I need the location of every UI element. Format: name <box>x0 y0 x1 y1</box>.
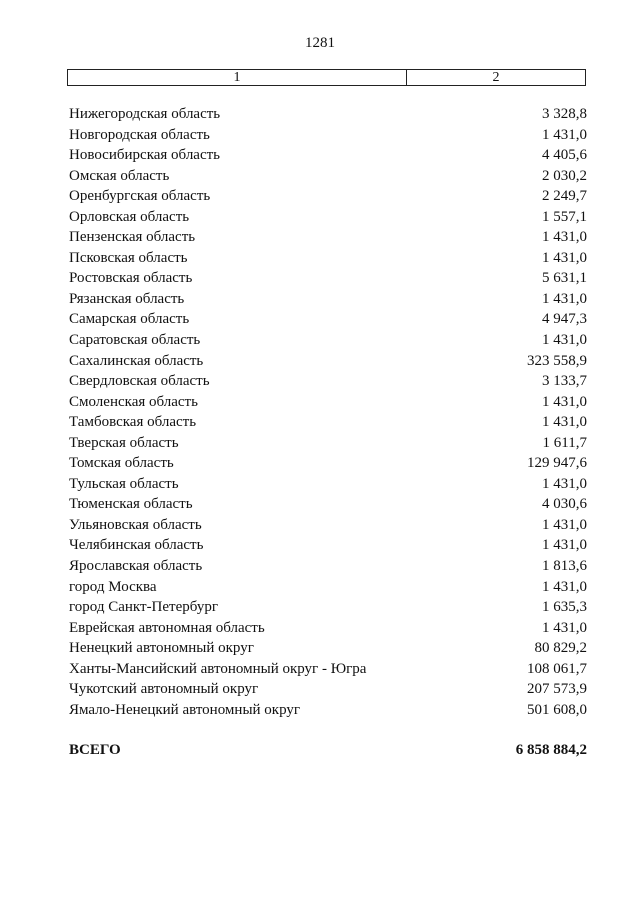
region-value: 1 431,0 <box>542 229 587 246</box>
table-row <box>69 515 587 536</box>
region-value: 1 431,0 <box>542 414 587 431</box>
region-name: Еврейская автономная область <box>69 619 265 636</box>
table-row <box>69 577 587 598</box>
region-name: Ямало-Ненецкий автономный округ <box>69 701 301 718</box>
region-value: 1 557,1 <box>542 208 587 225</box>
table-row <box>69 659 587 680</box>
region-value: 501 608,0 <box>527 701 587 718</box>
region-name: Новосибирская область <box>69 147 221 164</box>
table-row <box>69 679 587 700</box>
region-value: 207 573,9 <box>527 681 587 698</box>
region-name: Орловская область <box>69 208 190 225</box>
region-name: Свердловская область <box>69 373 210 390</box>
region-name: Тульская область <box>69 475 179 492</box>
region-value: 1 431,0 <box>542 475 587 492</box>
region-name: Самарская область <box>69 311 190 328</box>
region-name: Чукотский автономный округ <box>69 681 259 698</box>
region-name: Ханты-Мансийский автономный округ - Югра <box>69 660 367 677</box>
region-name: Нижегородская область <box>69 106 221 122</box>
region-name: Псковская область <box>69 249 188 266</box>
region-value: 1 431,0 <box>542 249 587 266</box>
region-value: 1 431,0 <box>542 393 587 410</box>
region-value: 323 558,9 <box>527 352 587 369</box>
region-value: 1 813,6 <box>542 558 587 575</box>
table-row <box>69 453 587 474</box>
region-name: Челябинская область <box>69 537 204 554</box>
region-name: Ульяновская область <box>69 516 202 533</box>
region-value: 3 133,7 <box>542 373 587 390</box>
region-name: Омская область <box>69 167 170 184</box>
region-value: 1 611,7 <box>542 434 587 451</box>
region-value: 1 431,0 <box>542 619 587 636</box>
table-body <box>69 104 587 720</box>
total-value: 6 858 884,2 <box>515 742 587 758</box>
table-row <box>69 227 587 248</box>
table-row <box>69 309 587 330</box>
region-name: Томская область <box>69 455 174 472</box>
table-row <box>69 351 587 372</box>
table-row <box>69 494 587 515</box>
table-row <box>69 556 587 577</box>
table-row <box>69 618 587 639</box>
table-row <box>69 597 587 618</box>
region-value: 4 030,6 <box>542 496 587 513</box>
table-row <box>69 104 587 125</box>
region-name: Тверская область <box>69 434 179 451</box>
table-row <box>69 207 587 228</box>
table-row <box>69 392 587 413</box>
region-name: Пензенская область <box>69 229 196 246</box>
region-value: 80 829,2 <box>534 640 587 657</box>
region-value: 2 249,7 <box>542 188 587 205</box>
region-value: 1 431,0 <box>542 332 587 349</box>
table-row <box>69 289 587 310</box>
table-row <box>69 166 587 187</box>
total-label: ВСЕГО <box>69 742 121 758</box>
table-row <box>69 412 587 433</box>
region-name: Новгородская область <box>69 126 210 143</box>
table-row <box>69 535 587 556</box>
region-name: город Санкт-Петербург <box>69 599 218 616</box>
region-value: 1 431,0 <box>542 516 587 533</box>
table-row <box>69 433 587 454</box>
table-row <box>69 638 587 659</box>
region-name: Ненецкий автономный округ <box>69 640 254 657</box>
table-row <box>69 268 587 289</box>
region-value: 4 947,3 <box>542 311 587 328</box>
region-name: Ярославская область <box>69 558 203 575</box>
column-header-2: 2 <box>492 70 500 85</box>
page-number: 1281 <box>305 35 335 51</box>
region-value: 1 635,3 <box>542 599 587 616</box>
region-name: Сахалинская область <box>69 352 204 369</box>
table-row <box>69 371 587 392</box>
region-value: 108 061,7 <box>527 660 587 677</box>
table-row <box>69 700 587 721</box>
region-name: Ростовская область <box>69 270 193 287</box>
table-row <box>69 145 587 166</box>
column-header-1: 1 <box>68 70 407 85</box>
table-row <box>69 248 587 269</box>
region-name: город Москва <box>69 578 157 595</box>
region-name: Смоленская область <box>69 393 198 410</box>
region-name: Тамбовская область <box>69 414 197 431</box>
region-value: 3 328,8 <box>542 106 587 122</box>
region-value: 1 431,0 <box>542 290 587 307</box>
region-name: Рязанская область <box>69 290 185 307</box>
region-value: 1 431,0 <box>542 537 587 554</box>
table-row <box>69 125 587 146</box>
region-name: Тюменская область <box>69 496 193 513</box>
table-row <box>69 474 587 495</box>
region-value: 1 431,0 <box>542 578 587 595</box>
region-value: 5 631,1 <box>542 270 587 287</box>
table-row <box>69 330 587 351</box>
region-value: 4 405,6 <box>542 147 587 164</box>
region-value: 1 431,0 <box>542 126 587 143</box>
region-name: Саратовская область <box>69 332 201 349</box>
total-row <box>69 739 587 761</box>
region-name: Оренбургская область <box>69 188 211 205</box>
region-value: 129 947,6 <box>527 455 587 472</box>
table-row <box>69 186 587 207</box>
region-value: 2 030,2 <box>542 167 587 184</box>
table-header <box>67 69 586 86</box>
